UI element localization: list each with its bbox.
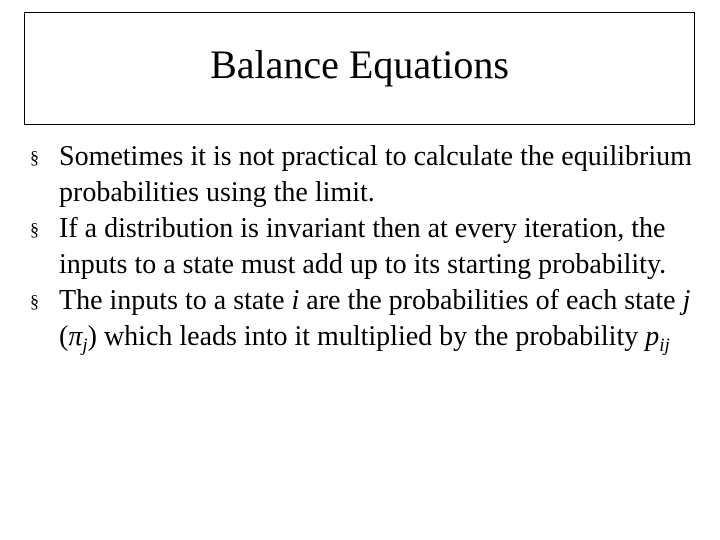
probability-subscript: ij (659, 335, 670, 356)
bullet-text-part: ) which leads into it multiplied by the probability (87, 321, 646, 352)
bullet-text: Sometimes it is not practical to calculate the equilibrium probabilities using the limit. (59, 141, 692, 208)
bullet-text-part: The inputs to a state (59, 285, 292, 316)
bullet-item (30, 139, 700, 211)
pi-symbol: π (68, 321, 83, 352)
bullet-text-part: are the probabilities of each state (299, 285, 683, 316)
bullet-text-part: ( (59, 321, 69, 352)
bullet-item (30, 211, 700, 283)
probability-p: p (645, 321, 660, 352)
bullet-marker-icon: § (30, 291, 39, 311)
pi-subscript: j (82, 335, 88, 356)
bullet-marker-icon: § (30, 147, 39, 167)
bullet-text (59, 285, 691, 356)
bullet-list (30, 139, 700, 364)
state-variable-i: i (291, 285, 300, 316)
bullet-marker-icon: § (30, 219, 39, 239)
bullet-item (30, 283, 700, 364)
title-box (24, 12, 695, 125)
slide-title: Balance Equations (210, 41, 509, 87)
bullet-text: If a distribution is invariant then at every iteration, the inputs to a state must add up to its starting probability. (59, 213, 667, 280)
state-variable-j: j (682, 285, 691, 316)
